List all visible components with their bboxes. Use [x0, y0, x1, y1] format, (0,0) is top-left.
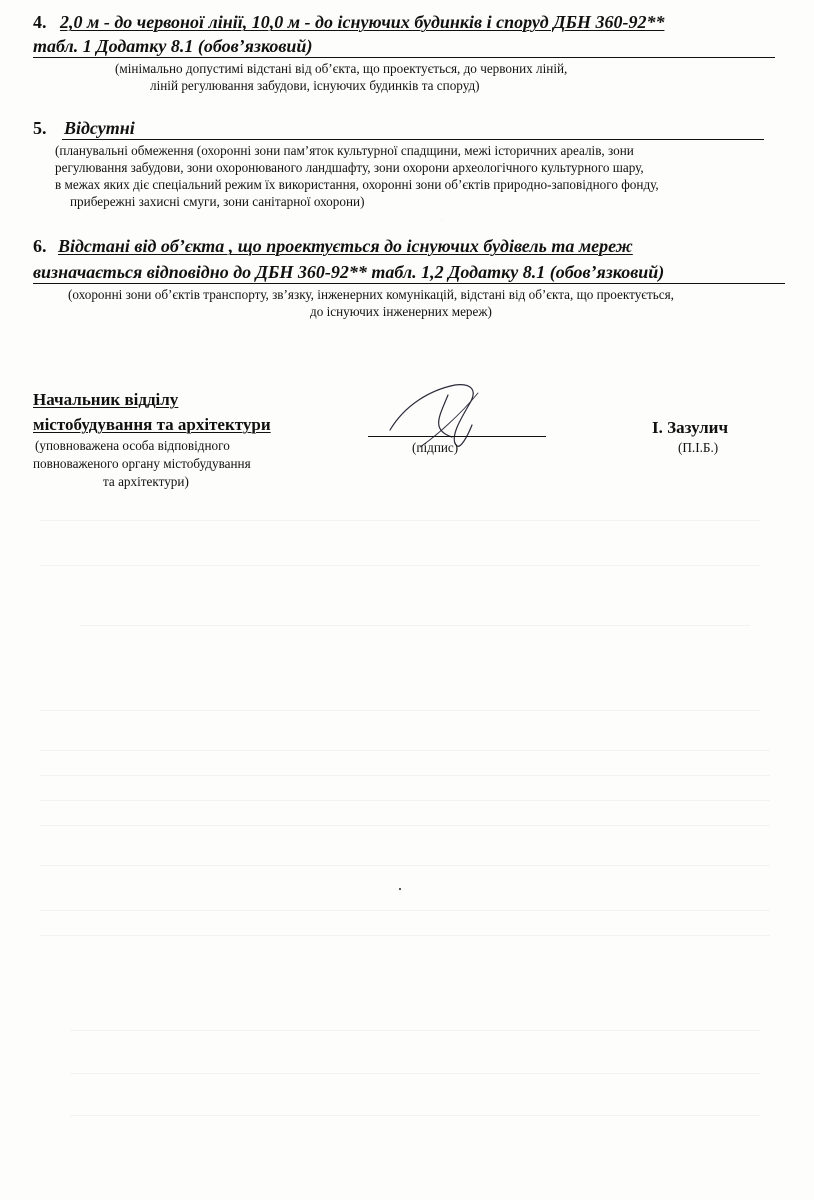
item-6-line-1: Відстані від об’єкта , що проектується до існуючих будівель та мереж: [58, 236, 633, 256]
signer-title-line-1: Начальник відділу: [33, 390, 179, 409]
item-5-value: Відсутні: [64, 118, 135, 138]
item-5-number: 5.: [33, 118, 47, 138]
item-4-note-1: (мінімально допустимі відстані від об’єкта, що проектується, до червоних ліній,: [115, 61, 568, 76]
signer-title-line-2: містобудування та архітектури: [33, 415, 271, 434]
item-5-note-4: прибережні захисні смуги, зони санітарної охорони): [70, 194, 365, 209]
item-4-number: 4.: [33, 12, 47, 32]
item-6-note-1: (охоронні зони об’єктів транспорту, зв’язку, інженерних комунікацій, відстані від об’єкта, що проектується,: [68, 287, 674, 302]
signer-subtitle-1: (уповноважена особа відповідного: [35, 438, 230, 453]
signature-label: (підпис): [412, 440, 459, 455]
dot-mark: [399, 888, 401, 890]
item-6-line-2: визначається відповідно до ДБН 360-92** табл. 1,2 Додатку 8.1 (обов’язковий): [33, 262, 665, 282]
item-6-rule: [33, 283, 785, 284]
item-4-line-2: табл. 1 Додатку 8.1 (обов’язковий): [33, 36, 313, 56]
item-4-rule: [33, 57, 775, 58]
item-5-note-3: в межах яких діє спеціальний режим їх використання, охоронні зони об’єктів природно-заповідного фонду,: [55, 177, 659, 192]
signer-name: І. Зазулич: [652, 418, 729, 437]
item-6-note-2: до існуючих інженерних мереж): [310, 304, 492, 319]
signer-subtitle-3: та архітектури): [103, 474, 189, 489]
item-5-note-2: регулювання забудови, зони охоронюваного ландшафту, зони охорони археологічного культурного шару,: [55, 160, 644, 175]
signer-name-label: (П.І.Б.): [678, 440, 719, 455]
item-5-note-1: (планувальні обмеження (охоронні зони пам’яток культурної спадщини, межі історичних ареалів, зони: [55, 143, 634, 158]
item-4-note-2: ліній регулювання забудови, існуючих будинків та споруд): [150, 78, 480, 93]
signer-subtitle-2: повноваженого органу містобудування: [33, 456, 251, 471]
item-5-rule: [62, 139, 764, 140]
item-6-number: 6.: [33, 236, 47, 256]
item-4-line-1: 2,0 м - до червоної лінії, 10,0 м - до існуючих будинків і споруд ДБН 360-92**: [60, 12, 665, 32]
signature-line: [368, 436, 546, 437]
